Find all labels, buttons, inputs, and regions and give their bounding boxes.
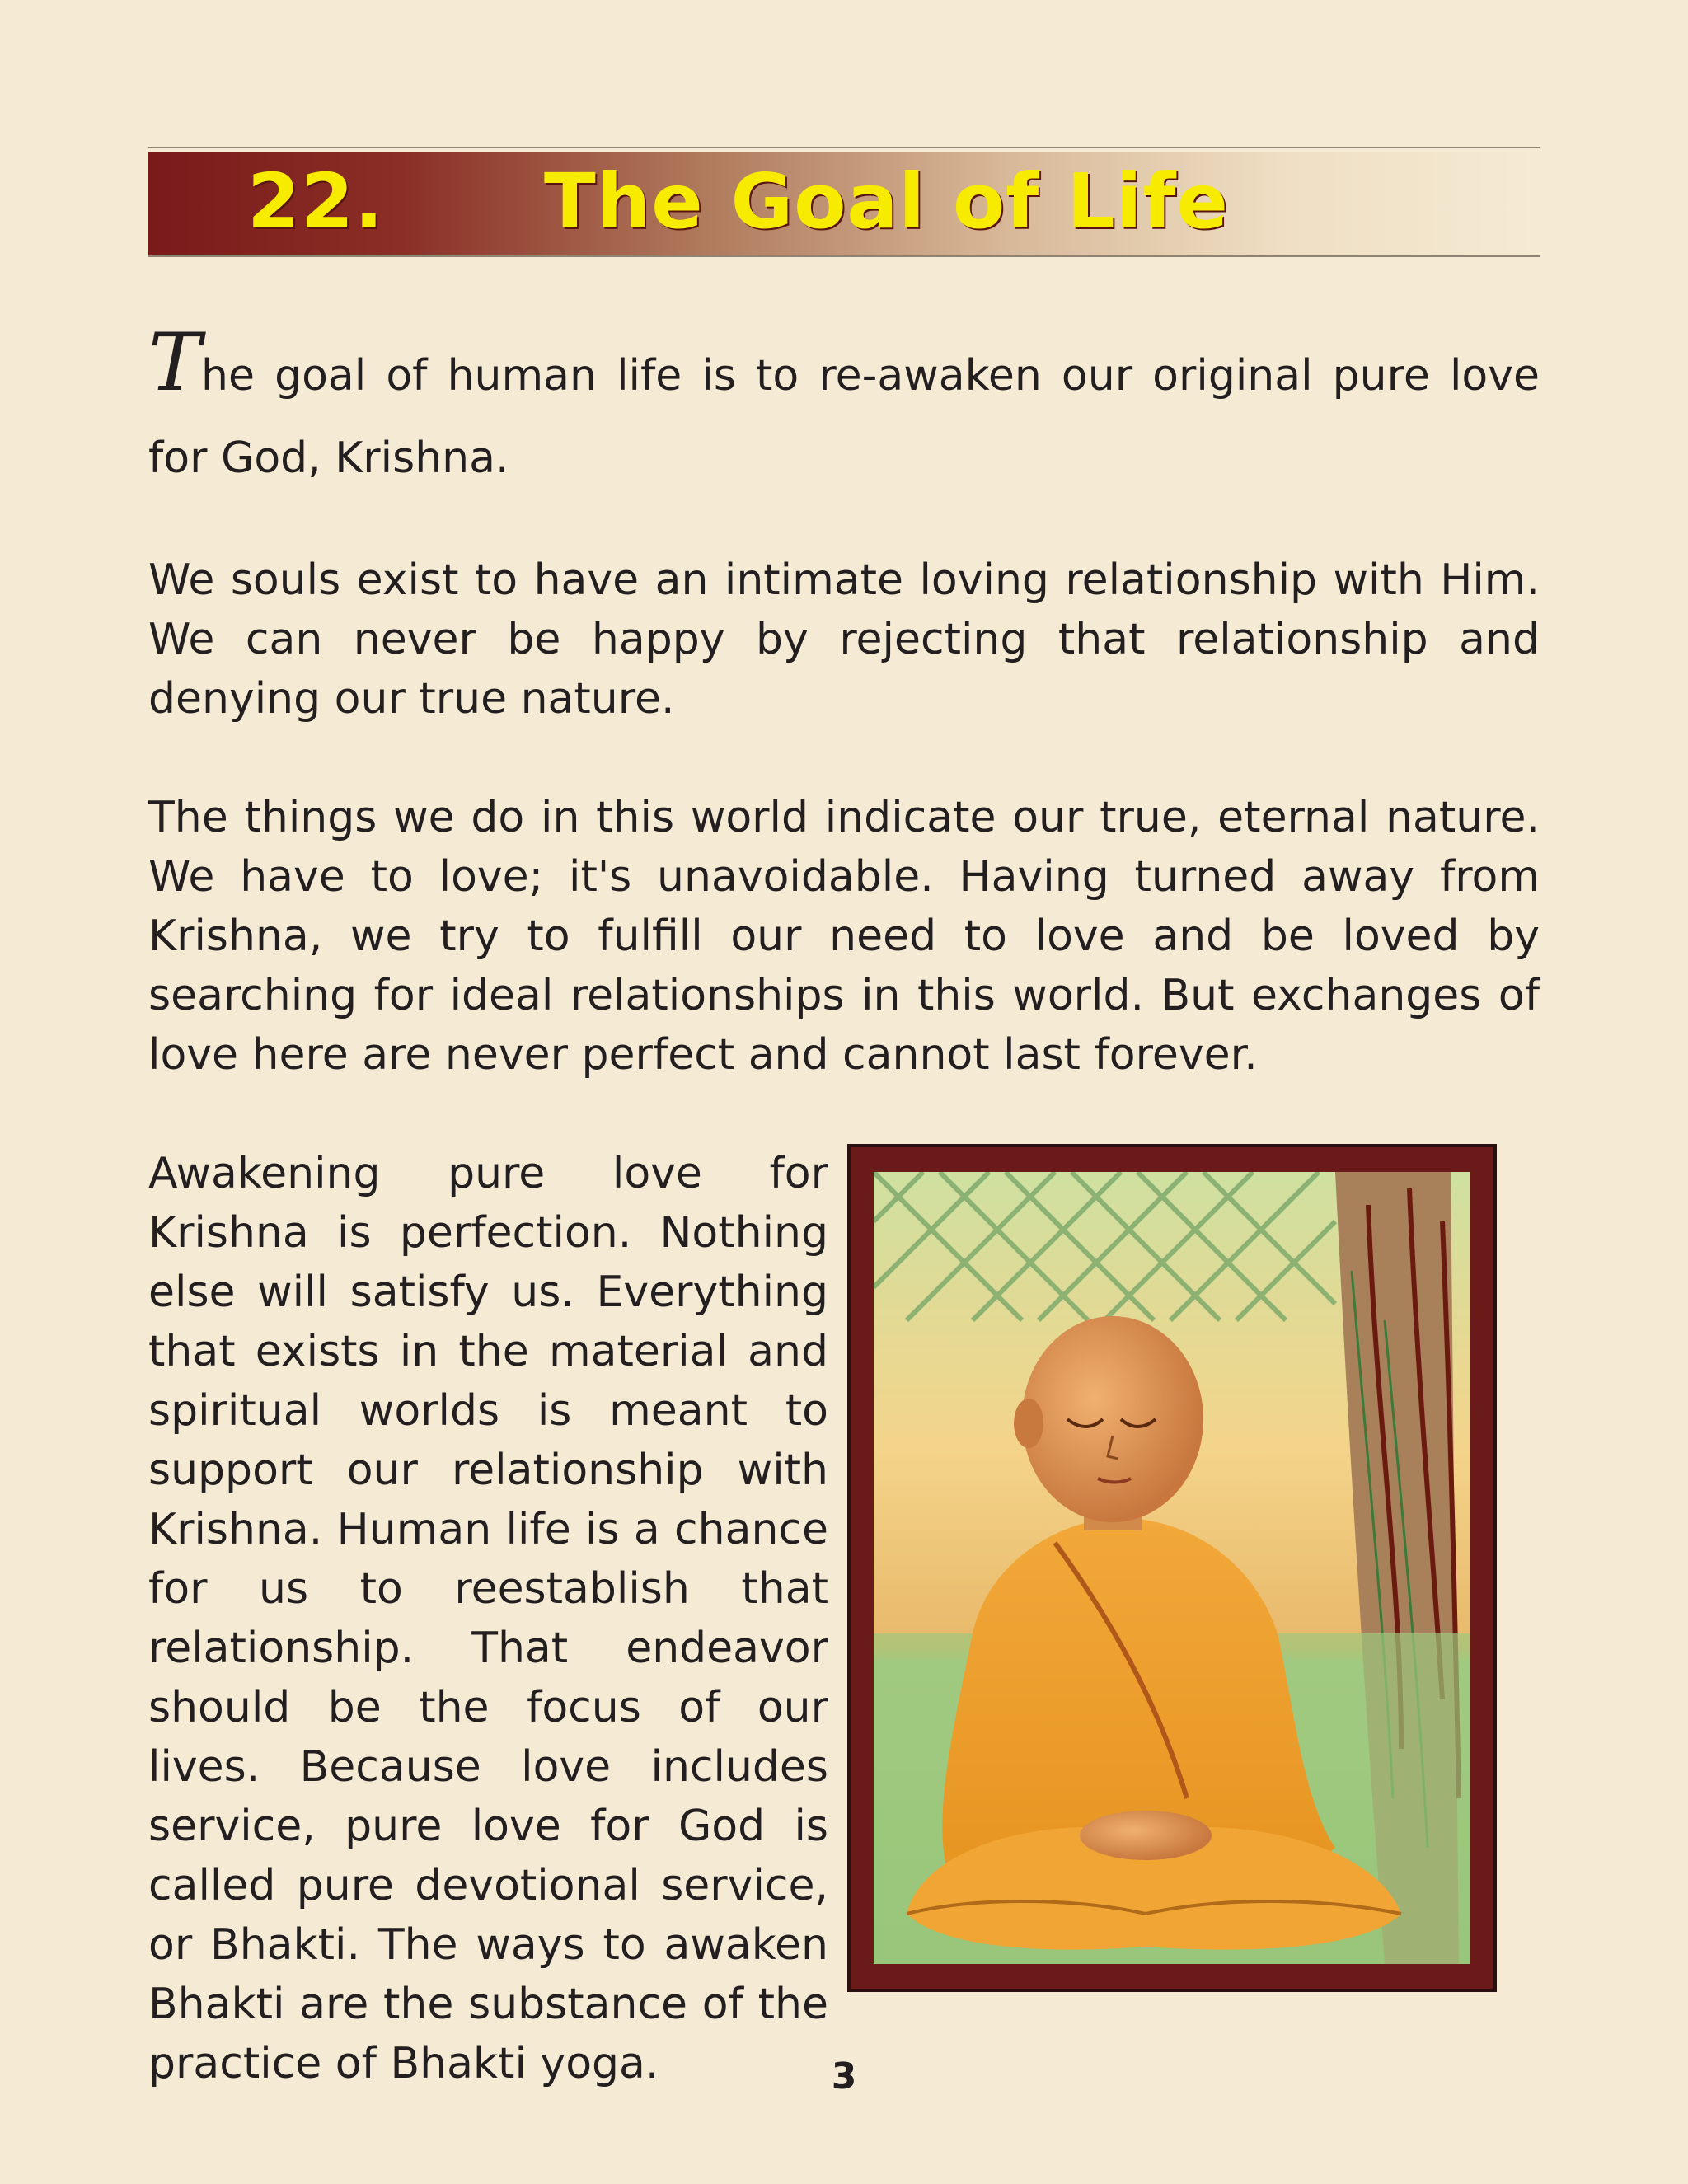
drop-cap: T — [148, 316, 202, 409]
chapter-number: 22. — [247, 157, 384, 246]
paragraph-intro-text: he goal of human life is to re-awaken our original pure love for God, Krishna. — [148, 351, 1540, 483]
chapter-title: The Goal of Life — [544, 157, 1229, 246]
paragraph-souls: We souls exist to have an intimate loving relationship with Him. We can never be happy by rejecting that relationship and denying our true nature. — [148, 555, 1540, 724]
paragraph-eternal-nature: The things we do in this world indicate our true, eternal nature. We have to love; it's unavoidable. Having turned away from Krishna, we try to fulfill our need to love and be loved by searching for ideal relationships in this world. But exchanges of love here are never perfect and cannot last forever. — [148, 793, 1540, 1080]
header-bottom-rule — [148, 255, 1540, 257]
meditating-monk-illustration — [874, 1172, 1470, 1964]
page-number: 3 — [831, 2055, 857, 2097]
illustration-frame — [847, 1144, 1497, 1992]
header-top-rule — [148, 147, 1540, 148]
paragraph-bhakti: Awakening pure love for Krishna is perfection. Nothing else will satisfy us. Everything that exists in the material and spiritual worlds is meant to support our relationship with Krishna. Human life is a chance for us to reestablish that relationship. That endeavor should be the focus of our lives. Because love includes service, pure love for God is called pure devotional service, or Bhakti. The ways to awaken Bhakti are the substance of the practice of Bhakti yoga. — [148, 1149, 828, 2088]
paragraph-intro — [148, 316, 1540, 499]
